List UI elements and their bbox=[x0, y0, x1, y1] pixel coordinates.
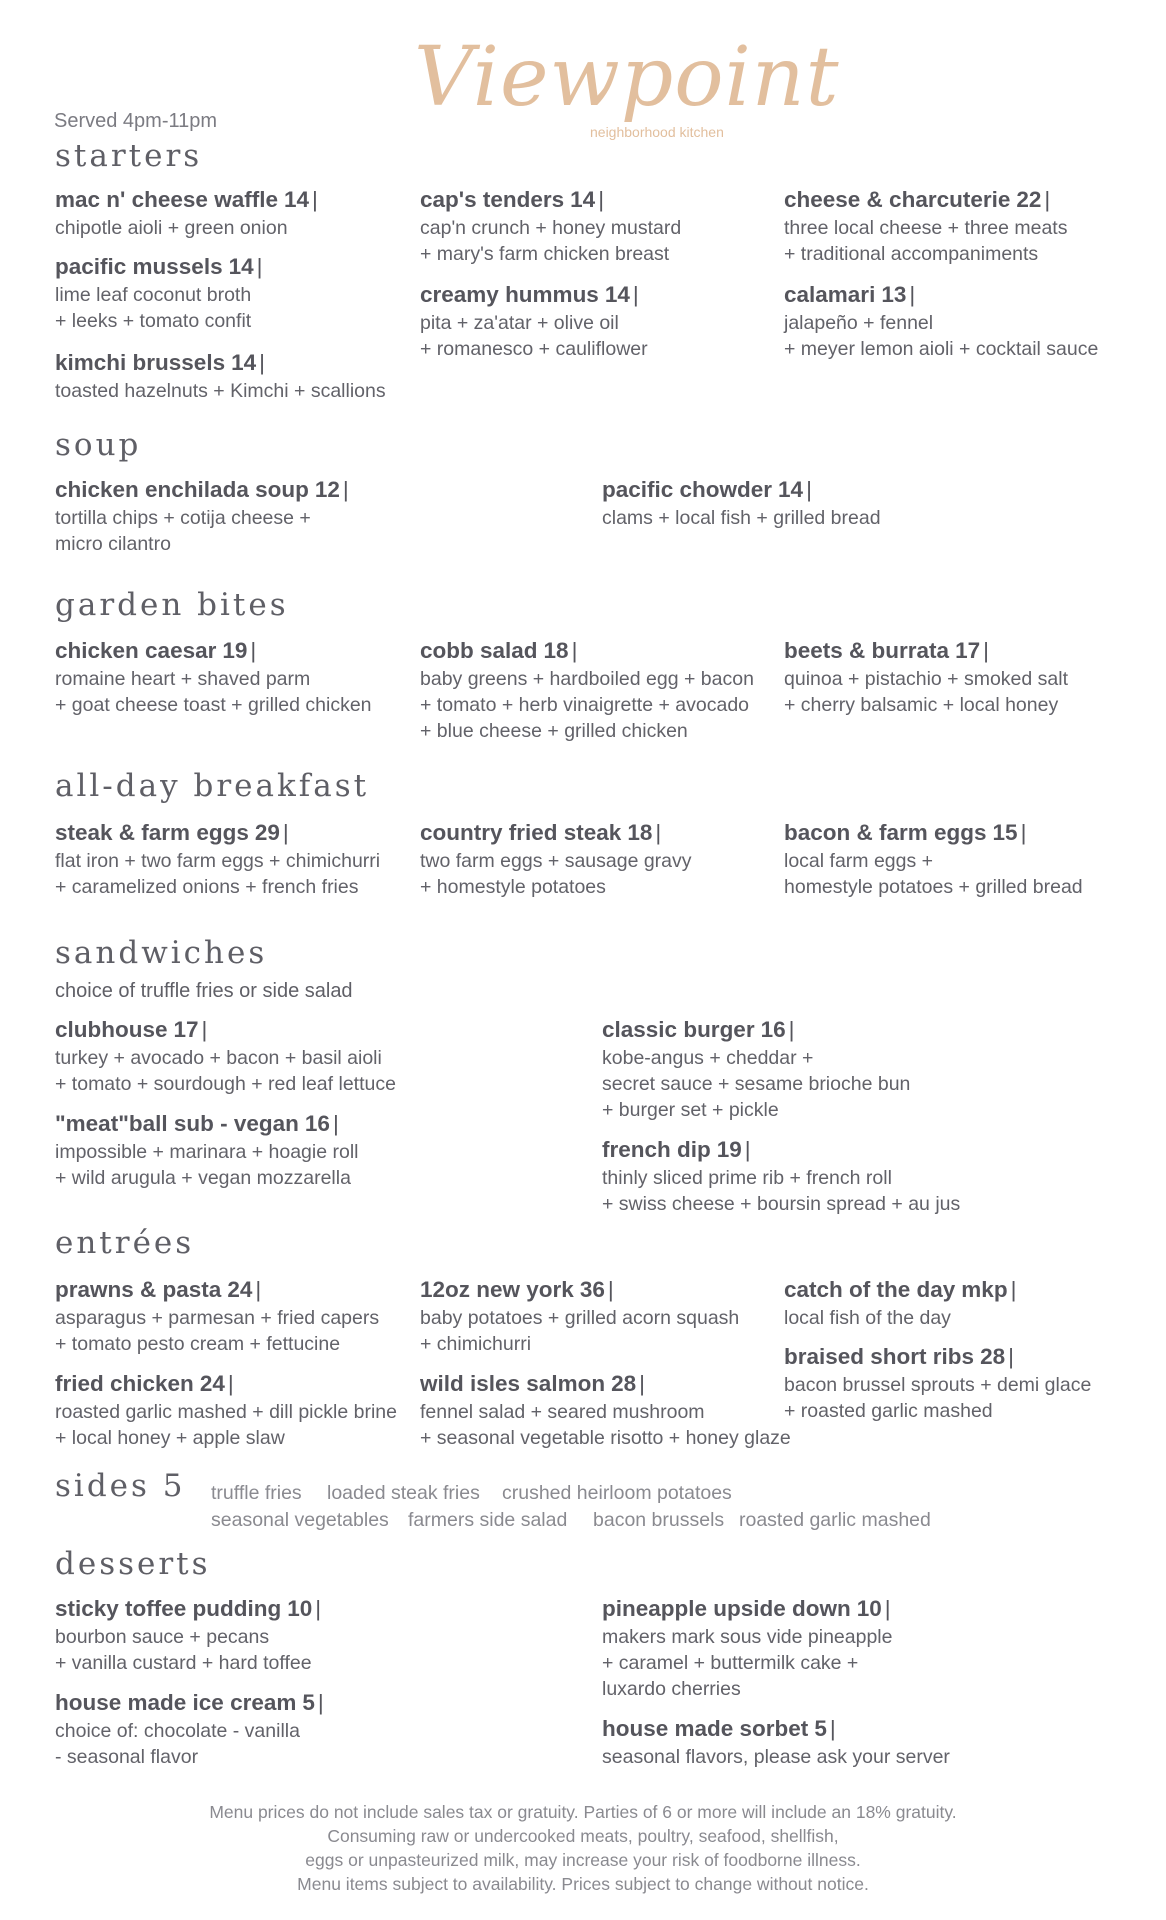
item-description: - seasonal flavor bbox=[55, 1746, 199, 1768]
price-separator: | bbox=[655, 820, 662, 845]
item-description: tortilla chips + cotija cheese + bbox=[55, 507, 311, 529]
item-price: 18 bbox=[543, 638, 569, 663]
item-heading bbox=[55, 1109, 359, 1139]
item-description: + romanesco + cauliflower bbox=[420, 338, 648, 360]
item-name: wild isles salmon bbox=[420, 1371, 606, 1396]
item-name: chicken enchilada soup bbox=[55, 477, 309, 502]
item-description: + traditional accompaniments bbox=[784, 243, 1039, 265]
section-title-sandwiches: sandwiches bbox=[55, 935, 268, 971]
price-separator: | bbox=[332, 1111, 339, 1136]
item-price: 5 bbox=[302, 1690, 315, 1715]
item-description: homestyle potatoes + grilled bread bbox=[784, 876, 1083, 898]
item-description: seasonal flavors, please ask your server bbox=[602, 1746, 950, 1768]
item-name: cobb salad bbox=[420, 638, 538, 663]
menu-item bbox=[602, 1135, 960, 1217]
menu-item bbox=[784, 185, 1067, 267]
item-price: 10 bbox=[856, 1596, 882, 1621]
item-description: + homestyle potatoes bbox=[420, 876, 606, 898]
menu-item bbox=[420, 1369, 791, 1451]
item-price: 19 bbox=[222, 638, 248, 663]
price-separator: | bbox=[259, 350, 265, 375]
item-name: classic burger bbox=[602, 1017, 755, 1042]
item-description: + blue cheese + grilled chicken bbox=[420, 720, 688, 742]
item-heading bbox=[784, 1275, 1016, 1305]
price-separator: | bbox=[884, 1596, 891, 1621]
item-name: sticky toffee pudding bbox=[55, 1596, 282, 1621]
item-heading bbox=[55, 818, 380, 848]
price-separator: | bbox=[256, 254, 263, 279]
side-item: crushed heirloom potatoes bbox=[502, 1482, 732, 1504]
item-price: 24 bbox=[227, 1277, 253, 1302]
price-separator: | bbox=[607, 1277, 614, 1302]
item-price: 17 bbox=[955, 638, 981, 663]
price-separator: | bbox=[829, 1716, 836, 1741]
item-name: cheese & charcuterie bbox=[784, 187, 1011, 212]
menu-item bbox=[55, 1594, 321, 1676]
menu-item bbox=[55, 1369, 397, 1451]
item-description: + tomato + herb vinaigrette + avocado bbox=[420, 694, 750, 716]
footer-line: Menu items subject to availability. Prices subject to change without notice. bbox=[297, 1874, 869, 1894]
item-price: 14 bbox=[604, 282, 630, 307]
item-heading bbox=[420, 636, 754, 666]
item-heading bbox=[420, 1369, 791, 1399]
item-description: + local honey + apple slaw bbox=[55, 1427, 285, 1449]
logo bbox=[414, 28, 840, 148]
price-separator: | bbox=[250, 638, 257, 663]
item-heading bbox=[784, 818, 1083, 848]
item-description: cap'n crunch + honey mustard bbox=[420, 217, 682, 239]
section-title-starters: starters bbox=[55, 138, 203, 174]
item-description: makers mark sous vide pineapple bbox=[602, 1626, 893, 1648]
item-name: calamari bbox=[784, 282, 876, 307]
item-description: baby potatoes + grilled acorn squash bbox=[420, 1307, 740, 1329]
side-item: roasted garlic mashed bbox=[739, 1509, 931, 1531]
item-name: kimchi brussels bbox=[55, 350, 226, 375]
menu-item bbox=[784, 636, 1068, 718]
item-description: + vanilla custard + hard toffee bbox=[55, 1652, 312, 1674]
side-item: loaded steak fries bbox=[327, 1482, 480, 1504]
item-description: three local cheese + three meats bbox=[784, 217, 1068, 239]
menu-item bbox=[55, 348, 386, 404]
price-separator: | bbox=[282, 820, 289, 845]
item-description: bourbon sauce + pecans bbox=[55, 1626, 270, 1648]
footer-disclaimer bbox=[83, 1800, 1083, 1896]
item-price: 5 bbox=[814, 1716, 827, 1741]
item-heading bbox=[420, 1275, 739, 1305]
item-name: prawns & pasta bbox=[55, 1277, 222, 1302]
item-heading bbox=[420, 818, 692, 848]
item-heading bbox=[602, 1015, 910, 1045]
item-name: clubhouse bbox=[55, 1017, 168, 1042]
item-description: impossible + marinara + hoagie roll bbox=[55, 1141, 359, 1163]
item-description: roasted garlic mashed + dill pickle brine bbox=[55, 1401, 397, 1423]
item-description: + burger set + pickle bbox=[602, 1099, 779, 1121]
side-item: truffle fries bbox=[211, 1482, 302, 1504]
item-description: kobe-angus + cheddar + bbox=[602, 1047, 814, 1069]
side-item: seasonal vegetables bbox=[211, 1509, 389, 1531]
item-price: mkp bbox=[961, 1277, 1008, 1302]
price-separator: | bbox=[909, 282, 916, 307]
item-heading bbox=[55, 252, 262, 282]
menu-item bbox=[420, 185, 681, 267]
item-price: 14 bbox=[283, 187, 309, 212]
item-price: 36 bbox=[579, 1277, 605, 1302]
item-name: braised short ribs bbox=[784, 1344, 975, 1369]
section-title-soup: soup bbox=[55, 427, 142, 463]
menu-item bbox=[602, 1714, 950, 1770]
item-name: cap's tenders bbox=[420, 187, 565, 212]
menu-item bbox=[55, 1275, 379, 1357]
item-heading bbox=[420, 185, 681, 215]
menu-item bbox=[784, 1275, 1016, 1331]
item-price: 10 bbox=[287, 1596, 313, 1621]
item-price: 12 bbox=[314, 477, 340, 502]
price-separator: | bbox=[983, 638, 989, 663]
item-name: house made sorbet bbox=[602, 1716, 809, 1741]
item-name: 12oz new york bbox=[420, 1277, 574, 1302]
menu-item bbox=[784, 818, 1083, 900]
price-separator: | bbox=[317, 1690, 324, 1715]
item-heading bbox=[784, 636, 1068, 666]
price-separator: | bbox=[342, 477, 349, 502]
menu-item bbox=[602, 475, 881, 531]
item-description: + caramelized onions + french fries bbox=[55, 876, 359, 898]
item-price: 15 bbox=[992, 820, 1018, 845]
item-description: pita + za'atar + olive oil bbox=[420, 312, 619, 334]
item-heading bbox=[784, 1342, 1091, 1372]
item-description: + leeks + tomato confit bbox=[55, 310, 252, 332]
item-price: 16 bbox=[304, 1111, 330, 1136]
item-name: beets & burrata bbox=[784, 638, 950, 663]
menu-item bbox=[55, 818, 380, 900]
price-separator: | bbox=[1020, 820, 1027, 845]
item-description: + mary's farm chicken breast bbox=[420, 243, 670, 265]
item-price: 28 bbox=[980, 1344, 1006, 1369]
item-heading bbox=[55, 1015, 396, 1045]
item-description: + tomato pesto cream + fettucine bbox=[55, 1333, 341, 1355]
item-name: steak & farm eggs bbox=[55, 820, 249, 845]
menu-item bbox=[420, 818, 692, 900]
sandwiches-note: choice of truffle fries or side salad bbox=[55, 980, 353, 1002]
item-description: + caramel + buttermilk cake + bbox=[602, 1652, 859, 1674]
item-price: 14 bbox=[570, 187, 596, 212]
item-description: + swiss cheese + boursin spread + au jus bbox=[602, 1193, 961, 1215]
section-title-breakfast: all-day breakfast bbox=[55, 768, 370, 804]
item-price: 24 bbox=[199, 1371, 225, 1396]
item-description: clams + local fish + grilled bread bbox=[602, 507, 881, 529]
item-description: luxardo cherries bbox=[602, 1678, 741, 1700]
item-price: 14 bbox=[778, 477, 804, 502]
item-price: 22 bbox=[1016, 187, 1042, 212]
menu-item bbox=[55, 185, 318, 241]
menu-item bbox=[420, 280, 648, 362]
item-name: chicken caesar bbox=[55, 638, 217, 663]
item-description: + cherry balsamic + local honey bbox=[784, 694, 1059, 716]
price-separator: | bbox=[227, 1371, 234, 1396]
menu-item bbox=[420, 1275, 739, 1357]
item-price: 16 bbox=[760, 1017, 786, 1042]
price-separator: | bbox=[1044, 187, 1051, 212]
price-separator: | bbox=[315, 1596, 322, 1621]
item-description: lime leaf coconut broth bbox=[55, 284, 252, 306]
item-name: creamy hummus bbox=[420, 282, 599, 307]
item-heading bbox=[602, 475, 881, 505]
item-description: jalapeño + fennel bbox=[784, 312, 934, 334]
price-separator: | bbox=[806, 477, 812, 502]
section-title-entrees: entrées bbox=[55, 1225, 195, 1261]
item-description: asparagus + parmesan + fried capers bbox=[55, 1307, 380, 1329]
menu-item bbox=[55, 1109, 359, 1191]
item-price: 17 bbox=[173, 1017, 199, 1042]
item-price: 19 bbox=[716, 1137, 742, 1162]
served-hours: Served 4pm-11pm bbox=[54, 110, 218, 132]
item-name: catch of the day bbox=[784, 1277, 956, 1302]
menu-item bbox=[602, 1594, 892, 1702]
price-separator: | bbox=[788, 1017, 795, 1042]
price-separator: | bbox=[201, 1017, 208, 1042]
menu-item bbox=[55, 636, 372, 718]
item-name: french dip bbox=[602, 1137, 711, 1162]
menu-item bbox=[55, 475, 349, 557]
menu-item bbox=[420, 636, 754, 744]
item-heading bbox=[420, 280, 648, 310]
menu-item bbox=[55, 252, 262, 334]
item-name: pacific chowder bbox=[602, 477, 773, 502]
price-separator: | bbox=[632, 282, 639, 307]
item-description: toasted hazelnuts + Kimchi + scallions bbox=[55, 380, 386, 402]
item-heading bbox=[784, 280, 1098, 310]
item-name: "meat"ball sub - vegan bbox=[55, 1111, 299, 1136]
item-description: thinly sliced prime rib + french roll bbox=[602, 1167, 892, 1189]
price-separator: | bbox=[1008, 1344, 1014, 1369]
footer-line: eggs or unpasteurized milk, may increase your risk of foodborne illness. bbox=[305, 1850, 861, 1870]
item-price: 13 bbox=[881, 282, 907, 307]
item-description: choice of: chocolate - vanilla bbox=[55, 1720, 300, 1742]
item-description: romaine heart + shaved parm bbox=[55, 668, 311, 690]
item-name: house made ice cream bbox=[55, 1690, 297, 1715]
section-title-garden-bites: garden bites bbox=[55, 587, 289, 623]
item-name: mac n' cheese waffle bbox=[55, 187, 278, 212]
item-price: 28 bbox=[611, 1371, 637, 1396]
item-heading bbox=[55, 1369, 397, 1399]
item-heading bbox=[602, 1594, 892, 1624]
item-description: + wild arugula + vegan mozzarella bbox=[55, 1167, 351, 1189]
section-title-desserts: desserts bbox=[55, 1546, 211, 1582]
price-separator: | bbox=[1010, 1277, 1017, 1302]
item-description: + chimichurri bbox=[420, 1333, 532, 1355]
item-heading bbox=[55, 636, 372, 666]
price-separator: | bbox=[744, 1137, 751, 1162]
menu-item bbox=[784, 280, 1098, 362]
item-description: secret sauce + sesame brioche bun bbox=[602, 1073, 911, 1095]
item-description: flat iron + two farm eggs + chimichurri bbox=[55, 850, 381, 872]
item-heading bbox=[55, 185, 318, 215]
logo-subtitle: neighborhood kitchen bbox=[590, 124, 724, 140]
item-description: chipotle aioli + green onion bbox=[55, 217, 288, 239]
item-description: + goat cheese toast + grilled chicken bbox=[55, 694, 372, 716]
item-description: turkey + avocado + bacon + basil aioli bbox=[55, 1047, 382, 1069]
footer-line: Menu prices do not include sales tax or gratuity. Parties of 6 or more will include an 18% gratuity. bbox=[209, 1802, 957, 1822]
price-separator: | bbox=[571, 638, 578, 663]
item-description: + tomato + sourdough + red leaf lettuce bbox=[55, 1073, 396, 1095]
item-description: fennel salad + seared mushroom bbox=[420, 1401, 705, 1423]
item-description: quinoa + pistachio + smoked salt bbox=[784, 668, 1069, 690]
price-separator: | bbox=[639, 1371, 645, 1396]
item-heading bbox=[602, 1135, 960, 1165]
price-separator: | bbox=[598, 187, 605, 212]
item-price: 14 bbox=[231, 350, 257, 375]
item-description: baby greens + hardboiled egg + bacon bbox=[420, 668, 754, 690]
item-name: fried chicken bbox=[55, 1371, 194, 1396]
item-name: pacific mussels bbox=[55, 254, 223, 279]
item-price: 18 bbox=[627, 820, 653, 845]
item-heading bbox=[55, 1688, 324, 1718]
item-heading bbox=[784, 185, 1067, 215]
item-description: bacon brussel sprouts + demi glace bbox=[784, 1374, 1092, 1396]
item-description: two farm eggs + sausage gravy bbox=[420, 850, 692, 872]
item-description: local farm eggs + bbox=[784, 850, 934, 872]
item-heading bbox=[602, 1714, 950, 1744]
price-separator: | bbox=[312, 187, 318, 212]
item-heading bbox=[55, 1275, 379, 1305]
menu-item bbox=[55, 1015, 396, 1097]
item-description: + meyer lemon aioli + cocktail sauce bbox=[784, 338, 1099, 360]
item-name: pineapple upside down bbox=[602, 1596, 851, 1621]
item-description: + seasonal vegetable risotto + honey glaze bbox=[420, 1427, 791, 1449]
item-price: 29 bbox=[254, 820, 280, 845]
item-name: country fried steak bbox=[420, 820, 622, 845]
logo-wordmark: Viewpoint bbox=[414, 30, 840, 125]
item-description: micro cilantro bbox=[55, 533, 171, 555]
footer-line: Consuming raw or undercooked meats, poultry, seafood, shellfish, bbox=[327, 1826, 839, 1846]
menu-item bbox=[784, 1342, 1091, 1424]
item-heading bbox=[55, 475, 349, 505]
item-name: bacon & farm eggs bbox=[784, 820, 987, 845]
price-separator: | bbox=[255, 1277, 262, 1302]
item-price: 14 bbox=[228, 254, 254, 279]
section-title-sides: sides 5 bbox=[55, 1468, 186, 1504]
item-heading bbox=[55, 1594, 321, 1624]
menu-item bbox=[602, 1015, 910, 1123]
item-heading bbox=[55, 348, 386, 378]
side-item: bacon brussels bbox=[593, 1509, 725, 1531]
side-item: farmers side salad bbox=[408, 1509, 568, 1531]
item-description: local fish of the day bbox=[784, 1307, 951, 1329]
item-description: + roasted garlic mashed bbox=[784, 1400, 993, 1422]
menu-item bbox=[55, 1688, 324, 1770]
